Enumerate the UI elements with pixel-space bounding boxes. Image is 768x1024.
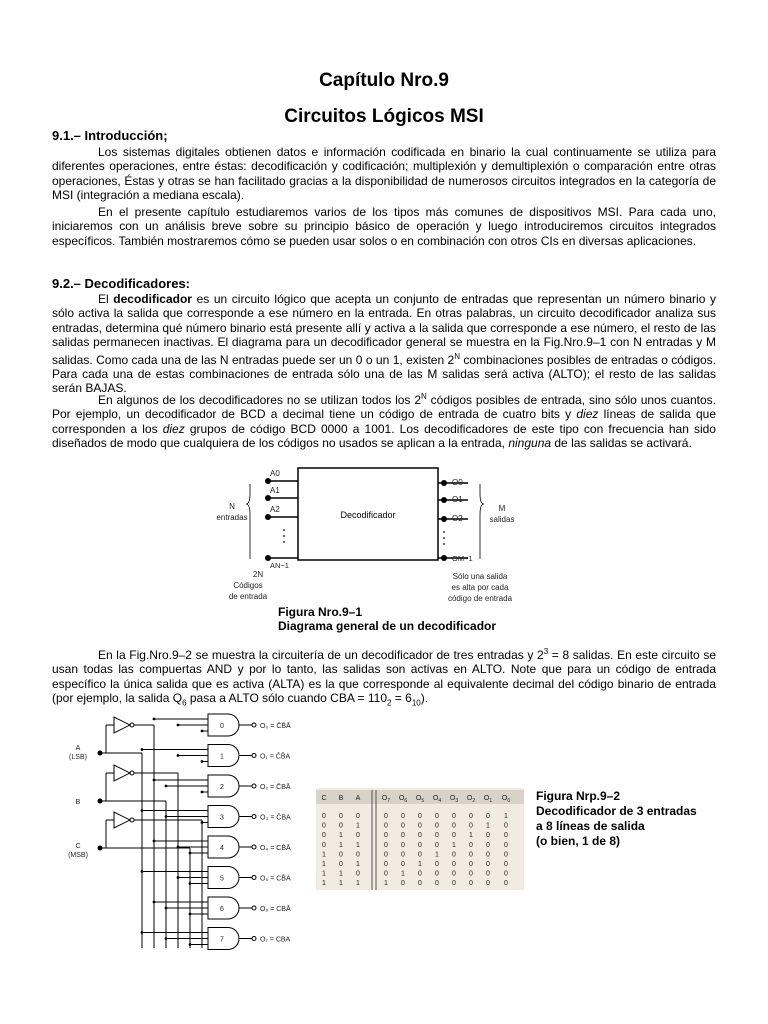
- output-terminal-0: [252, 723, 256, 727]
- table-cell: 1: [384, 880, 388, 888]
- figure-2-caption-line-4: (o bien, 1 de 8): [536, 834, 621, 848]
- and-gate-0: [153, 714, 291, 736]
- table-cell: 0: [452, 851, 456, 859]
- input-label-a0: A0: [270, 469, 280, 478]
- table-cell: 1: [452, 841, 456, 849]
- table-cell: 0: [339, 813, 343, 820]
- table-cell: 1: [322, 851, 326, 859]
- table-cell: 0: [322, 822, 326, 830]
- table-cell: 0: [469, 841, 473, 849]
- output-equation-2: O₂ = C̄BĀ: [260, 784, 291, 791]
- figure-1-diagram: [210, 464, 530, 606]
- note-line-2: es alta por cada: [451, 583, 509, 592]
- table-cell: 0: [435, 832, 439, 840]
- gate-number-3: 3: [220, 814, 224, 822]
- input-label-a1: A1: [270, 486, 280, 495]
- and-gate-1: [141, 745, 291, 767]
- table-cell: 0: [322, 813, 326, 820]
- table-cell: 0: [339, 822, 343, 830]
- table-header-A: A: [355, 795, 361, 802]
- table-cell: 0: [418, 870, 422, 878]
- section-heading-intro: 9.1.– Introducción;: [52, 128, 168, 143]
- table-cell: 1: [356, 841, 360, 849]
- table-cell: 0: [418, 851, 422, 859]
- input-label-b: B: [75, 799, 81, 806]
- table-cell: 0: [486, 832, 490, 840]
- m-label-salidas: salidas: [489, 515, 515, 524]
- table-cell: 0: [401, 813, 405, 820]
- table-cell: 1: [356, 880, 360, 888]
- output-terminal-2: [252, 784, 256, 788]
- table-cell: 1: [435, 851, 439, 859]
- table-cell: 0: [435, 841, 439, 849]
- output-equation-5: O₅ = CB̄A: [260, 875, 291, 883]
- n-label-entradas: entradas: [216, 513, 248, 522]
- gate-number-4: 4: [220, 845, 224, 852]
- table-cell: 0: [486, 813, 490, 820]
- table-header-O2: $O_2$: [466, 795, 476, 804]
- output-terminal-4: [252, 845, 256, 849]
- output-label-o1: O1: [452, 495, 463, 504]
- table-cell: 0: [452, 870, 456, 878]
- output-equation-0: O₀ = C̄B̄Ā: [260, 723, 291, 730]
- table-cell: 0: [322, 832, 326, 840]
- table-cell: 0: [469, 861, 473, 868]
- table-cell: 0: [418, 841, 422, 849]
- table-cell: 0: [401, 832, 405, 840]
- output-equation-6: O₆ = CBĀ: [260, 906, 291, 913]
- input-label-lsb: (LSB): [69, 754, 87, 761]
- table-cell: 0: [504, 870, 508, 878]
- table-cell: 0: [418, 832, 422, 840]
- figure-1-caption-desc: Diagrama general de un decodificador: [278, 619, 497, 634]
- input-label-c: C: [75, 843, 81, 850]
- table-header-C: C: [321, 795, 327, 802]
- table-cell: 0: [469, 813, 473, 820]
- table-cell: 1: [486, 822, 490, 830]
- figure-2-truth-table: [316, 788, 524, 890]
- figure-2-intro-paragraph: En la Fig.Nro.9–2 se muestra la circuitería de un decodificador de tres entradas y $2^3 = 8$ salidas. En este circuito se usan todas las compuertas AND y por lo tanto, las salidas son activas en ALTO. Note que para un código de entrada específico la única salida que es activa (ALTA) es la que corresponde al equivalente decimal del código binario de entrada (por ejemplo, la salida $Q_6$ pasa a ALTO sólo cuando CBA = $110_2 = 6_{10}$).: [52, 647, 716, 708]
- table-cell: 0: [401, 851, 405, 859]
- and-gate-3: [141, 806, 291, 828]
- table-cell: 1: [401, 870, 405, 878]
- table-cell: 0: [452, 832, 456, 840]
- table-cell: 0: [435, 880, 439, 888]
- table-header-O3: $O_3$: [449, 795, 459, 804]
- table-cell: 1: [339, 870, 343, 878]
- chapter-subtitle: Circuitos Lógicos MSI: [284, 106, 484, 127]
- table-cell: 0: [452, 822, 456, 830]
- intro-paragraph-1: Los sistemas digitales obtienen datos e información codificada en binario la cual continuamente se utiliza para diferentes operaciones, entre éstas: decodificación y codificación; multiplexión y demultiplexión o comparación entre otras operaciones, Éstas y otras se han facilitado gracias a la disponibilidad de numerosos circuitos integrados en la categoría de MSI (integración a mediana escala).: [52, 145, 716, 203]
- output-terminal-3: [252, 815, 256, 819]
- n-label: N: [229, 502, 235, 511]
- table-cell: 0: [452, 861, 456, 868]
- table-cell: 0: [418, 813, 422, 820]
- table-header-O0: $O_0$: [501, 795, 511, 804]
- gate-number-2: 2: [220, 784, 224, 791]
- table-cell: 0: [504, 841, 508, 849]
- table-cell: 0: [384, 861, 388, 868]
- note-line-3: código de entrada: [447, 594, 513, 603]
- table-cell: 0: [452, 880, 456, 888]
- decoders-paragraph-2: En algunos de los decodificadores no se utilizan todos los $2^N$ códigos posibles de entrada, sino sólo unos cuantos. Por ejemplo, un decodificador de BCD a decimal tiene un código de entrada de cuatro bits y diez líneas de salida que corresponden a los diez grupos de código BCD 0000 a 1001. Los decodificadores de este tipo con frecuencia han sido diseñados de modo que cualquiera de los códigos no usados se aplican a la entrada, ninguna de las salidas se activará.: [52, 392, 716, 451]
- table-cell: 0: [384, 813, 388, 820]
- figure-2-caption-title: Figura Nrp.9–2: [536, 789, 621, 803]
- gate-number-7: 7: [220, 936, 224, 944]
- output-equation-4: O₄ = CB̄Ā: [260, 845, 291, 852]
- output-terminal-1: [252, 754, 256, 758]
- table-cell: 0: [384, 841, 388, 849]
- table-cell: 0: [339, 861, 343, 868]
- table-cell: 0: [504, 822, 508, 830]
- and-gate-4: [153, 836, 291, 858]
- table-cell: 1: [418, 861, 422, 868]
- figure-2-caption-line-2: Decodificador de 3 entradas: [536, 804, 697, 818]
- table-header-O4: $O_4$: [432, 795, 442, 804]
- figure-2-caption-line-3: a 8 líneas de salida: [536, 819, 645, 833]
- and-gate-6: [153, 897, 291, 919]
- table-cell: 0: [469, 851, 473, 859]
- table-header-O6: $O_6$: [398, 795, 408, 804]
- inverter-C: [114, 812, 130, 828]
- table-cell: 0: [356, 851, 360, 859]
- note-line-1: Sólo una salida: [452, 572, 508, 581]
- table-cell: 0: [504, 851, 508, 859]
- and-gate-7: [141, 928, 291, 950]
- gate-number-6: 6: [220, 906, 224, 913]
- codes-label-entrada: de entrada: [228, 592, 268, 601]
- table-cell: 0: [486, 841, 490, 849]
- table-cell: 0: [504, 861, 508, 868]
- figure-1-caption-title: Figura Nro.9–1: [278, 605, 363, 619]
- output-terminal-6: [252, 906, 256, 910]
- table-header-O5: $O_5$: [415, 795, 425, 804]
- intro-paragraph-2: En el presente capítulo estudiaremos varios de los tipos más comunes de dispositivos MSI. Para cada uno, iniciaremos con un análisis breve sobre su principio básico de operación y luego introduciremos circuitos integrados específicos. También mostraremos cómo se pueden usar solos o en combinación con otros CIs en diversas aplicaciones.: [52, 205, 716, 248]
- and-gate-2: [153, 775, 291, 797]
- gate-number-0: 0: [220, 723, 224, 730]
- chapter-title: Capítulo Nro.9: [319, 70, 449, 91]
- table-cell: 0: [418, 880, 422, 888]
- table-cell: 0: [469, 880, 473, 888]
- table-cell: 0: [322, 841, 326, 849]
- input-label-a2: A2: [270, 505, 280, 514]
- table-cell: 1: [322, 880, 326, 888]
- section-heading-decoders: 9.2.– Decodificadores:: [52, 276, 190, 291]
- table-header-O1: $O_1$: [483, 795, 493, 804]
- output-label-om1: OM−1: [452, 554, 473, 563]
- table-cell: 0: [401, 841, 405, 849]
- output-label-o2: O2: [452, 514, 463, 523]
- output-equation-3: O₃ = C̄BA: [260, 814, 291, 822]
- input-label-a: A: [75, 745, 81, 752]
- table-cell: 0: [486, 880, 490, 888]
- codes-label-codigos: Códigos: [233, 581, 263, 590]
- table-header-B: B: [338, 795, 344, 802]
- table-cell: 0: [339, 851, 343, 859]
- codes-label-2n: 2N: [252, 570, 264, 579]
- table-cell: 0: [504, 832, 508, 840]
- table-cell: 0: [435, 822, 439, 830]
- figure-2-circuit: [62, 708, 322, 954]
- table-cell: 0: [356, 832, 360, 840]
- gate-number-5: 5: [220, 875, 224, 883]
- gate-number-1: 1: [220, 753, 224, 761]
- table-cell: 0: [486, 851, 490, 859]
- table-cell: 0: [486, 870, 490, 878]
- table-cell: 1: [469, 832, 473, 840]
- output-equation-7: O₇ = CBA: [260, 936, 291, 944]
- table-cell: 0: [435, 813, 439, 820]
- table-header-O7: $O_7$: [381, 795, 391, 804]
- table-cell: 0: [418, 822, 422, 830]
- table-cell: 1: [322, 861, 326, 868]
- table-cell: 1: [339, 832, 343, 840]
- table-cell: 0: [452, 813, 456, 820]
- table-cell: 0: [469, 822, 473, 830]
- table-cell: 0: [384, 851, 388, 859]
- input-label-msb: (MSB): [68, 852, 88, 859]
- table-cell: 0: [435, 861, 439, 868]
- output-label-o0: O0: [452, 478, 463, 487]
- table-cell: 1: [356, 861, 360, 868]
- table-cell: 0: [401, 822, 405, 830]
- table-cell: 0: [435, 870, 439, 878]
- table-cell: 0: [356, 813, 360, 820]
- figure-2-caption: [536, 789, 697, 849]
- m-label: M: [498, 504, 506, 513]
- decoder-block-label: Decodificador: [340, 510, 396, 520]
- output-terminal-5: [252, 876, 256, 880]
- table-cell: 1: [504, 813, 508, 820]
- input-label-an1: AN−1: [270, 561, 289, 570]
- table-cell: 1: [339, 841, 343, 849]
- table-cell: 0: [384, 822, 388, 830]
- table-cell: 0: [469, 870, 473, 878]
- table-cell: 1: [339, 880, 343, 888]
- table-cell: 0: [384, 832, 388, 840]
- inverter-B: [114, 765, 130, 781]
- inverter-A: [114, 717, 130, 733]
- table-cell: 0: [504, 880, 508, 888]
- table-cell: 1: [356, 822, 360, 830]
- output-terminal-7: [252, 937, 256, 941]
- table-cell: 0: [384, 870, 388, 878]
- decoders-paragraph-1: El decodificador es un circuito lógico que acepta un conjunto de entradas que representan un número binario y sólo activa la salida que corresponde a ese número en la entrada. En otras palabras, un circuito decodificador analiza sus entradas, determina qué número binario está presente allí y activa a la salida que corresponde a ese número, el resto de las salidas permanecen inactivas. El diagrama para un decodificador general se muestra en la Fig.Nro.9–1 con N entradas y M salidas. Como cada una de las N entradas puede ser un 0 o un 1, existen $2^N$ combinaciones posibles de entradas o códigos. Para cada una de estas combinaciones de entrada sólo una de las M salidas será activa (ALTO); el resto de las salidas serán BAJAS.: [52, 292, 716, 396]
- figure-1-caption: [278, 605, 496, 634]
- output-equation-1: O₁ = C̄B̄A: [260, 753, 291, 761]
- table-cell: 0: [356, 870, 360, 878]
- table-cell: 0: [401, 880, 405, 888]
- table-cell: 1: [322, 870, 326, 878]
- table-cell: 0: [486, 861, 490, 868]
- table-cell: 0: [401, 861, 405, 868]
- and-gate-5: [141, 867, 291, 889]
